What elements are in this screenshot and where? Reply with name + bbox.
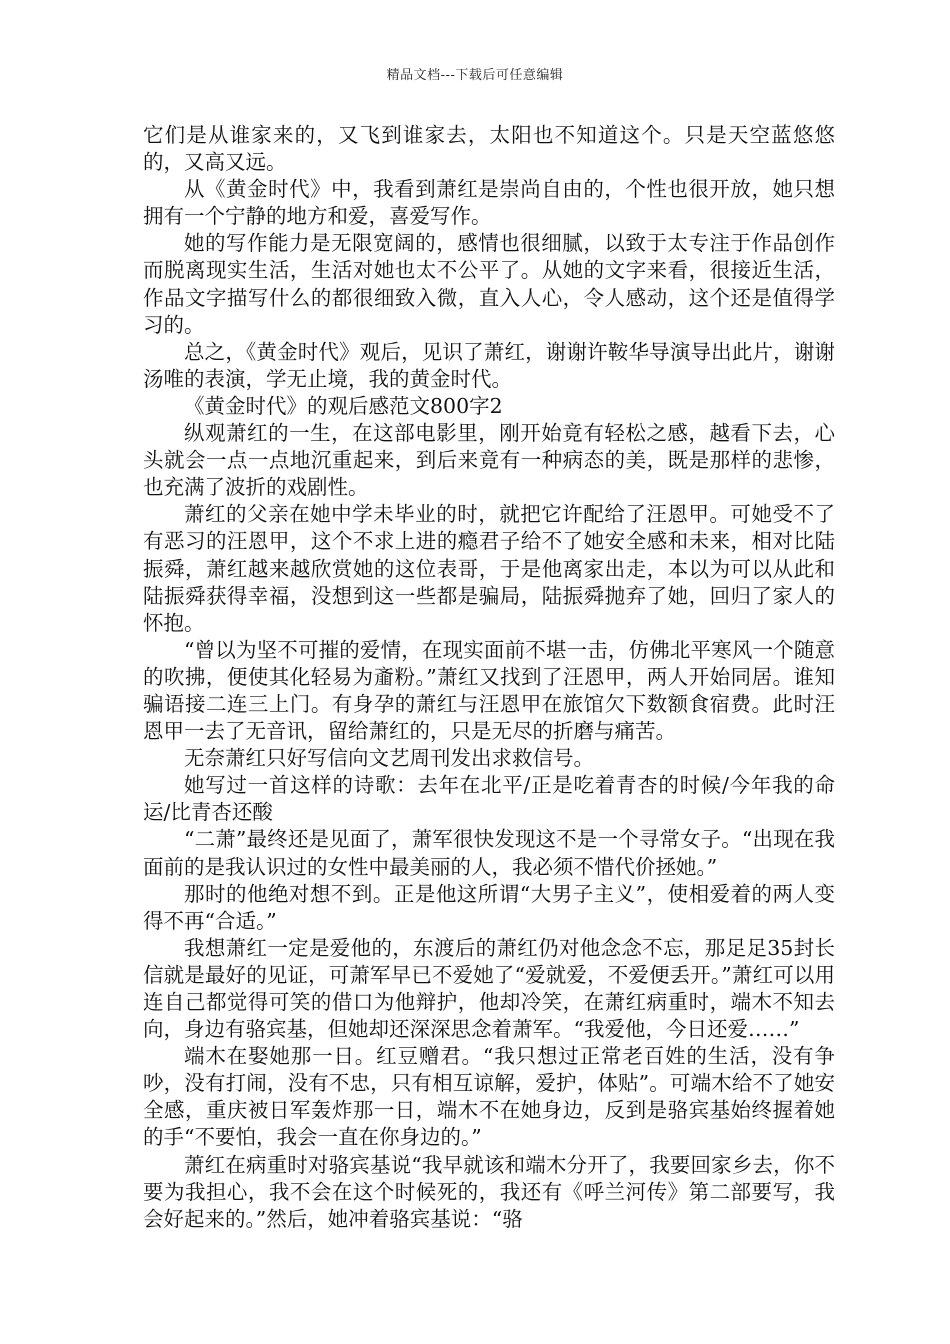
page-header: 精品文档---下载后可任意编辑 [386,68,564,83]
paragraph: “二萧”最终还是见面了，萧军很快发现这不是一个寻常女子。“出现在我面前的是我认识过的女性中最美丽的人，我必须不惜代价拯她。” [143,827,835,879]
paragraph: 总之，《黄金时代》观后，见识了萧红，谢谢许鞍华导演导出此片，谢谢汤唯的表演，学无止境，我的黄金时代。 [143,339,835,391]
paragraph: 她写过一首这样的诗歌：去年在北平/正是吃着青杏的时候/今年我的命运/比青杏还酸 [143,773,835,825]
paragraph: 我想萧红一定是爱他的，东渡后的萧红仍对他念念不忘，那足足35封长信就是最好的见证，可萧军早已不爱她了“爱就爱，不爱便丢开。”萧红可以用连自己都觉得可笑的借口为他辩护，他却冷笑，在萧红病重时，端木不知去向，身边有骆宾基，但她却还深深思念着萧军。“我爱他，今日还爱……” [143,935,835,1042]
paragraph: 无奈萧红只好写信向文艺周刊发出求救信号。 [184,746,594,771]
paragraph: 那时的他绝对想不到。正是他这所谓“大男子主义”，使相爱着的两人变得不再“合适。” [143,881,835,933]
paragraph: 萧红在病重时对骆宾基说“我早就该和端木分开了，我要回家乡去，你不要为我担心，我不会在这个时候死的，我还有《呼兰河传》第二部要写，我会好起来的。”然后，她冲着骆宾基说：“骆 [143,1152,835,1231]
paragraph: 纵观萧红的一生，在这部电影里，刚开始竟有轻松之感，越看下去，心头就会一点一点地沉重起来，到后来竟有一种病态的美，既是那样的悲惨，也充满了波折的戏剧性。 [143,421,835,500]
paragraph: 端木在娶她那一日。红豆赠君。“我只想过正常老百姓的生活，没有争吵，没有打闹，没有不忠，只有相互谅解，爱护，体贴”。可端木给不了她安全感，重庆被日军轰炸那一日，端木不在她身边，反到是骆宾基始终握着她的手“不要怕，我会一直在你身边的。” [143,1044,835,1150]
paragraph: 萧红的父亲在她中学未毕业的时，就把它许配给了汪恩甲。可她受不了有恶习的汪恩甲，这个不求上进的瘾君子给不了她安全感和未来，相对比陆振舜，萧红越来越欣赏她的这位表哥，于是他离家出走，本以为可以从此和陆振舜获得幸福，没想到这一些都是骗局，陆振舜抛弃了她，回归了家人的怀抱。 [143,502,835,635]
paragraph: “曾以为坚不可摧的爱情，在现实面前不堪一击，仿佛北平寒风一个随意的吹拂，便使其化轻易为齑粉。”萧红又找到了汪恩甲，两人开始同居。谁知骗语接二连三上门。有身孕的萧红与汪恩甲在旅馆欠下数额食宿费。此时汪恩甲一去了无音讯，留给萧红的，只是无尽的折磨与痛苦。 [143,637,835,744]
paragraph: 它们是从谁家来的，又飞到谁家去，太阳也不知道这个。只是天空蓝悠悠的，又高又远。 [143,123,835,175]
document-body [143,122,835,1233]
paragraph: 从《黄金时代》中，我看到萧红是崇尚自由的，个性也很开放，她只想拥有一个宁静的地方和爱，喜爱写作。 [143,177,835,229]
paragraph: 她的写作能力是无限宽阔的，感情也很细腻，以致于太专注于作品创作而脱离现实生活，生活对她也太不公平了。从她的文字来看，很接近生活，作品文字描写什么的都很细致入微，直入人心，令人感动，这个还是值得学习的。 [143,231,835,337]
section-heading: 《黄金时代》的观后感范文800字2 [184,393,503,418]
